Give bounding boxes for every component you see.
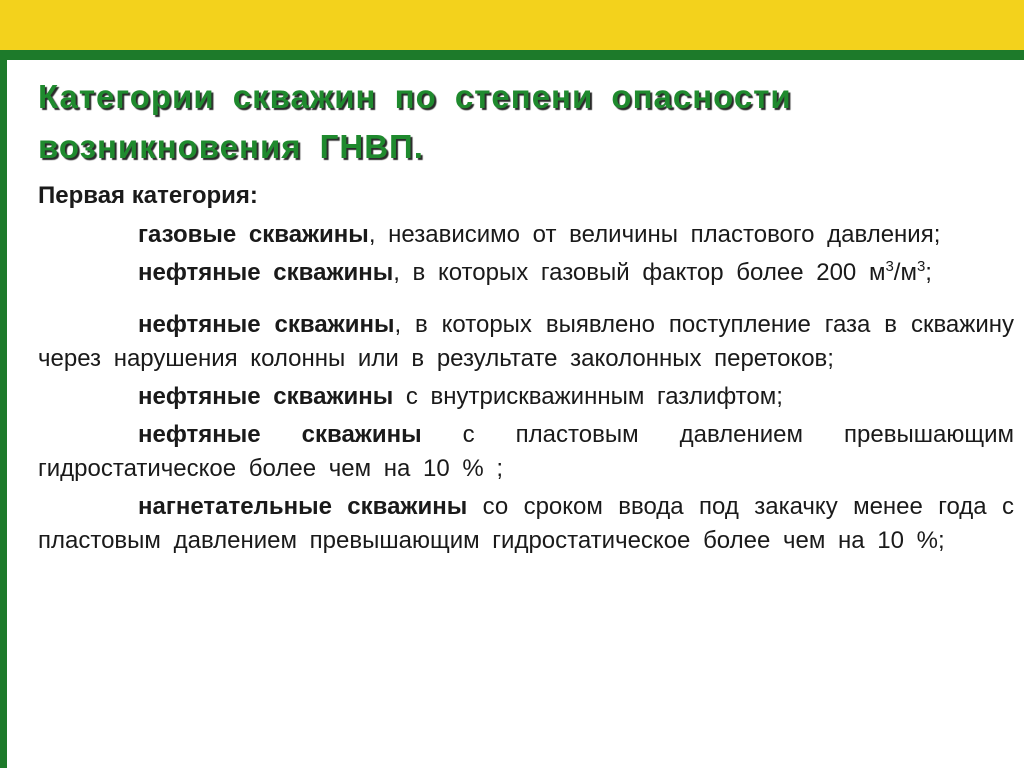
header-band (0, 0, 1024, 50)
slide-title-line-2: возникновения ГНВП. (38, 128, 424, 165)
slide-content (38, 72, 1014, 558)
term-description: , в которых газовый фактор более 200 м (393, 259, 886, 286)
list-item-oil-wells-gas-inflow (38, 308, 1014, 376)
left-border-line (0, 60, 7, 768)
punctuation: ; (925, 259, 932, 286)
term-description: , в которых выявлено поступление газа в скважину через нарушения колонны или в результате заколонных перетоков; (38, 311, 1014, 372)
term-bold: газовые скважины (138, 221, 369, 248)
list-item-oil-wells-pressure (38, 418, 1014, 486)
term-description: со сроком ввода под закачку менее года с пластовым давлением превышающим гидростатическое более чем на 10 %; (38, 493, 1015, 554)
term-bold: нагнетательные скважины (138, 493, 468, 520)
term-bold: нефтяные скважины (138, 383, 394, 410)
list-item-oil-wells-gaslift (38, 380, 1014, 414)
term-description: с пластовым давлением превышающим гидростатическое более чем на 10 % ; (38, 421, 1014, 482)
list-item-oil-wells-gas-factor (38, 256, 1014, 290)
term-bold: нефтяные скважины (138, 421, 422, 448)
term-description: , независимо от величины пластового давления; (368, 221, 941, 248)
unit-text: /м (893, 259, 917, 286)
term-description: с внутрискважинным газлифтом; (393, 383, 783, 410)
header-divider-line (0, 50, 1024, 60)
superscript: 3 (916, 258, 926, 275)
term-bold: нефтяные скважины (138, 259, 394, 286)
list-item-gas-wells (38, 218, 1014, 252)
category-heading: Первая категория: (38, 182, 258, 209)
slide-title (38, 72, 1014, 172)
superscript: 3 (885, 258, 894, 275)
term-bold: нефтяные скважины (138, 311, 395, 338)
list-item-injection-wells (38, 490, 1014, 558)
slide-title-line-1: Категории скважин по степени опасности (38, 78, 792, 115)
